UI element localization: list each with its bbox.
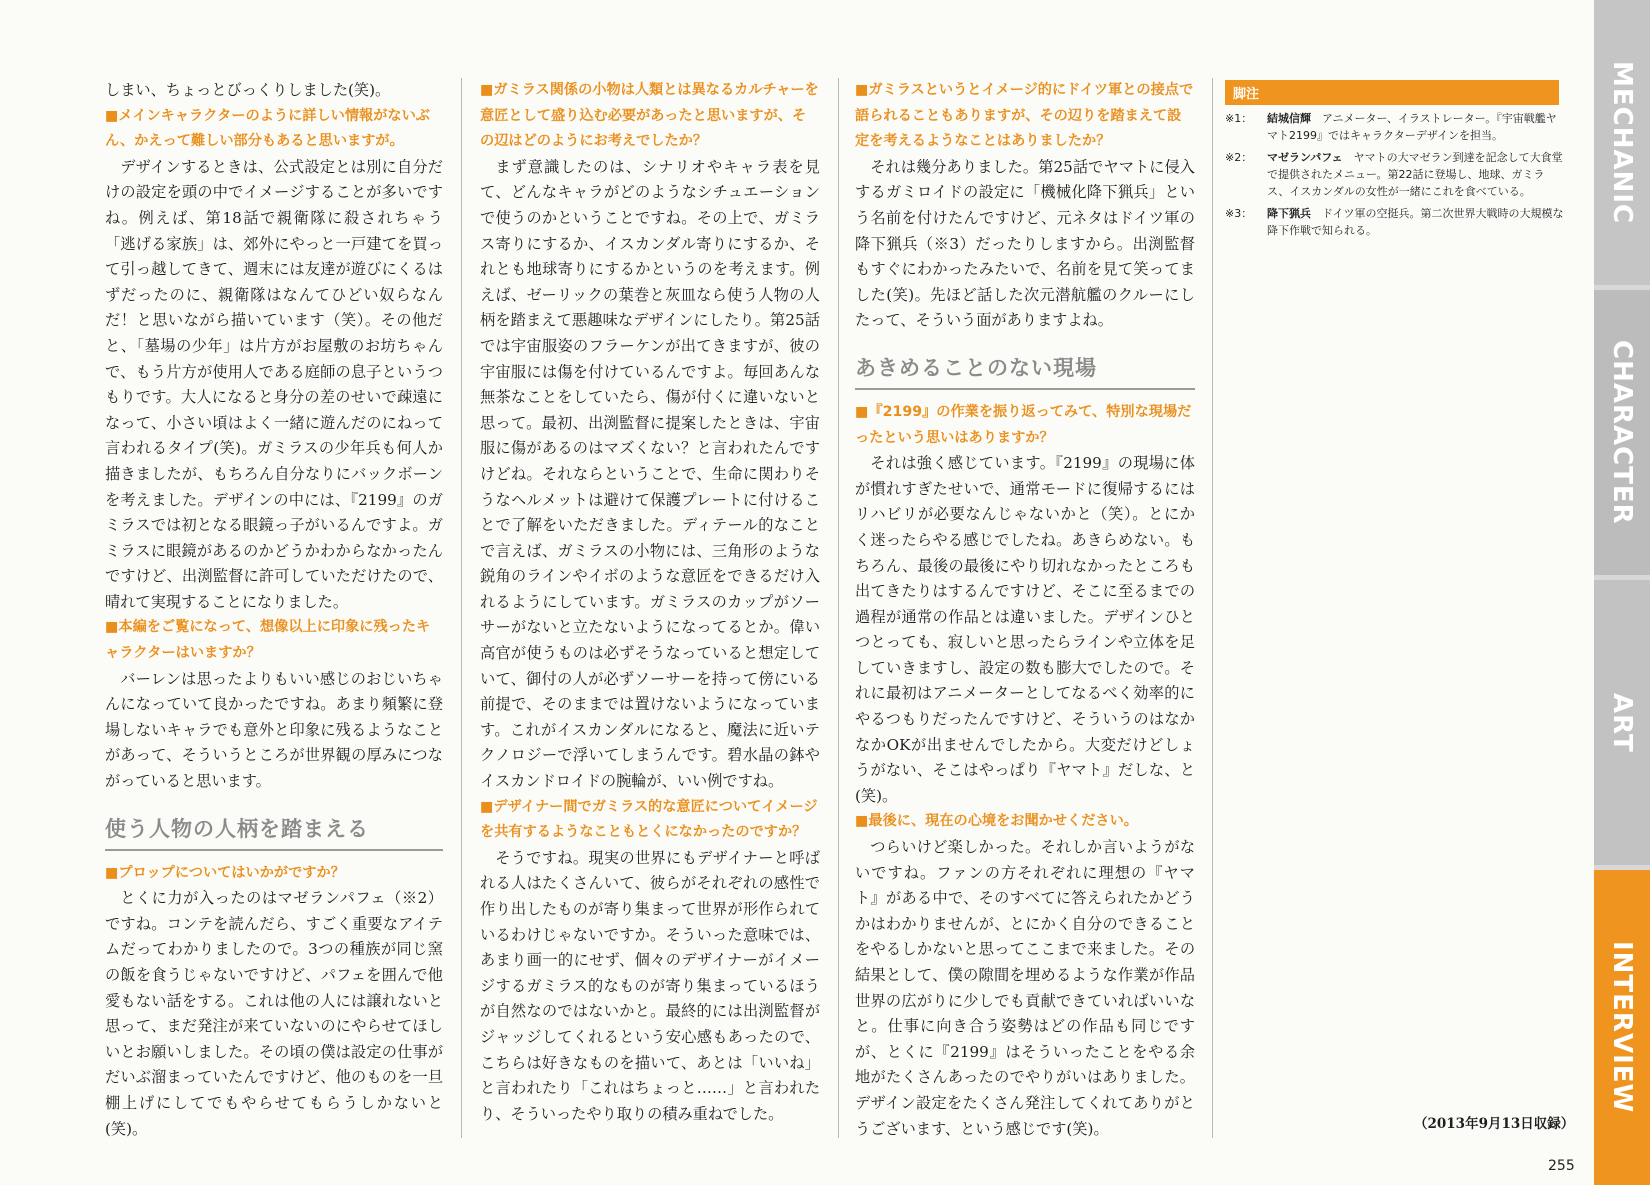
footnote-item xyxy=(1225,149,1565,200)
section-tab-label: ART xyxy=(1607,692,1637,753)
paragraph: しまい、ちょっとびっくりしました(笑)。 xyxy=(105,81,391,99)
article-column-2 xyxy=(480,78,820,1138)
paragraph: とくに力が入ったのはマゼランパフェ（※2）ですね。コンテを読んだら、すごく重要なアイテムだってわかりましたので。3つの種族が同じ窯の飯を食うじゃないですけど、パフェを囲んで他愛もない話をする。これは他の人には譲れないと思って、まだ発注が来ていないのにやらせてほしいとお願いしました。その頃の僕は設定の仕事がだいぶ溜まっていたんですけど、他のものを一旦棚上げにしてでもやらせてもらうしかないと(笑)。 xyxy=(105,889,443,1138)
article-column-3 xyxy=(855,78,1195,1138)
interview-question: ■ メインキャラクターのように詳しい情報がないぶん、かえって難しい部分もあると思いますが。 xyxy=(105,104,443,155)
paragraph: バーレンは思ったよりもいい感じのおじいちゃんになっていて良かったですね。あまり頻繁に登場しないキャラでも意外と印象に残るようなことがあって、そういうところが世界観の厚みにつながっていると思います。 xyxy=(105,669,443,791)
section-heading-text: 使う人物の人柄を踏まえる xyxy=(105,816,369,841)
section-heading xyxy=(855,352,1195,390)
section-tab-interview[interactable] xyxy=(1594,870,1650,1185)
footnote-id: ※1： xyxy=(1225,112,1253,125)
page-number: 255 xyxy=(1548,1158,1575,1174)
paragraph: まず意識したのは、シナリオやキャラ表を見て、どんなキャラがどのようなシチュエーションで使うのかということですね。その上で、ガミラス寄りにするか、イスカンダル寄りにするか、それとも地球寄りにするかというのを考えます。例えば、ゼーリックの葉巻と灰皿なら使う人物の人柄を踏まえて悪趣味なデザインにしたり。第25話では宇宙服姿のフラーケンが出てきますが、彼の宇宙服には傷を付けているんですよ。毎回あんな無茶なことをしていたら、傷が付くに違いないと思って。最初、出渕監督に提案したときは、宇宙服に傷があるのはマズくない？と言われたんですけどね。それならということで、生命に関わりそうなヘルメットは避けて保護プレートに付けることで了解をいただきました。ディテール的なことで言えば、ガミラスの小物には、三角形のような鋭角のラインやイボのような意匠をできるだけ入れるようにしています。ガミラスのカップがソーサーがないと立たないようになってるとか。偉い高官が使うものは必ずそうなっていると想定していて、御付の人が必ずソーサーを持って傍にいる前提で、そのままでは置けないようになっています。これがイスカンダルになると、魔法に近いテクノロジーで浮いてしまうんです。碧水晶の鉢やイスカンドロイドの腕輪が、いい例ですね。 xyxy=(480,157,820,791)
article-column-1 xyxy=(105,78,443,1138)
paragraph: デザインするときは、公式設定とは別に自分だけの設定を頭の中でイメージすることが多いですね。例えば、第18話で親衛隊に殺されちゃう「逃げる家族」は、郊外にやっと一戸建てを買って引っ越してきて、週末には友達が遊びにくるはずだったのに、親衛隊はなんてひどい奴らなんだ！と思いながら描いています（笑）。その他だと、「墓場の少年」は片方がお屋敷のお坊ちゃんで、もう片方が使用人である庭師の息子というつもりです。大人になると身分の差のせいで疎遠になって、小さい頃はよく一緒に遊んだのにねって言われるタイプ(笑)。ガミラスの少年兵も何人か描きましたが、もちろん自分なりにバックボーンを考えました。デザインの中には、『2199』のガミラスでは初となる眼鏡っ子がいるんですよ。ガミラスに眼鏡があるのかどうかわからなかったんですけど、出渕監督に許可していただけたので、晴れて実現することになりました。 xyxy=(105,157,443,611)
section-tab-art[interactable] xyxy=(1594,580,1650,865)
paragraph: つらいけど楽しかった。それしか言いようがないですね。ファンの方それぞれに理想の『ヤマト』がある中で、そのすべてに答えられたかどうかはわかりませんが、とにかく自分のできることをやるしかないと思ってここまで来ました。その結果として、僕の隙間を埋めるような作業が作品世界の広がりに少しでも貢献できていればいいなと。仕事に向き合う姿勢はどの作品も同じですが、とくに『2199』はそういったことをやる余地がたくさんあったのでやりがいはありました。デザイン設定をたくさん発注してくれてありがとうございます、という感じです(笑)。 xyxy=(855,838,1195,1138)
section-heading-text: あきめることのない現場 xyxy=(855,355,1097,380)
column-divider xyxy=(1212,78,1213,1138)
footnotes-box xyxy=(1225,80,1565,239)
section-heading xyxy=(105,813,443,851)
footnote-text xyxy=(1267,149,1565,200)
footnote-term: 結城信輝 xyxy=(1267,112,1311,125)
paragraph: そうですね。現実の世界にもデザイナーと呼ばれる人はたくさんいて、彼らがそれぞれの感性で作り出したものが寄り集まって世界が形作られているわけじゃないですか。そういった意味では、あまり画一的にせず、個々のデザイナーがイメージするガミラス的なものが寄り集まっているほうが自然なのではないかと。最終的には出渕監督がジャッジしてくれるという安心感もあったので、こちらは好きなものを描いて、あとは「いいね」と言われたり「これはちょっと……」と言われたり、そういったやり取りの積み重ねでした。 xyxy=(480,848,820,1123)
footnote-item xyxy=(1225,205,1565,239)
interview-date: （2013年9月13日収録） xyxy=(1414,1116,1575,1132)
footnote-body: ヤマトの大マゼラン到達を記念して大食堂で提供されたメニュー。第22話に登場し、地球、ガミラス、イスカンダルの女性が一緒にこれを食べている。 xyxy=(1267,151,1563,198)
footnote-text xyxy=(1267,205,1565,239)
interview-question: ■ 『2199』の作業を振り返ってみて、特別な現場だったという思いはありますか？ xyxy=(855,400,1195,451)
column-divider xyxy=(461,78,462,1138)
section-index-sidebar xyxy=(1594,0,1650,1185)
section-tab-label: CHARACTER xyxy=(1607,340,1637,525)
interview-question: ■ 本編をご覧になって、想像以上に印象に残ったキャラクターはいますか？ xyxy=(105,615,443,666)
interview-question: ■ プロップについてはいかがですか？ xyxy=(105,861,443,887)
interview-question: ■ ガミラスというとイメージ的にドイツ軍との接点で語られることもありますが、その辺りを踏まえて設定を考えるようなことはありましたか？ xyxy=(855,78,1195,155)
section-tab-label: MECHANIC xyxy=(1607,60,1637,225)
column-divider xyxy=(838,78,839,1138)
footnote-term: マゼランパフェ xyxy=(1267,151,1343,164)
paragraph: それは強く感じています。『2199』の現場に体が慣れすぎたせいで、通常モードに復帰するにはリハビリが必要なんじゃないかと（笑）。とにかく迷ったらやる感じでしたね。あきらめない。もちろん、最後の最後にやり切れなかったところも出てきたりはするんですけど、そこに至るまでの過程が通常の作品とは違いました。デザインひとつとっても、寂しいと思ったらラインや立体を足していきますし、設定の数も膨大でしたので。それに最初はアニメーターとしてなるべく効率的にやるつもりだったんですけど、そういうのはなかなかOKが出ませんでしたから。大変だけどしょうがない、そこはやっぱり『ヤマト』だしな、と(笑)。 xyxy=(855,454,1195,805)
section-tab-mechanic[interactable] xyxy=(1594,0,1650,285)
footnote-term: 降下猟兵 xyxy=(1267,207,1311,220)
footnote-body: アニメーター、イラストレーター。『宇宙戦艦ヤマト2199』ではキャラクターデザインを担当。 xyxy=(1267,112,1557,142)
footnote-text xyxy=(1267,110,1565,144)
section-tab-character[interactable] xyxy=(1594,290,1650,575)
footnote-id: ※3： xyxy=(1225,207,1253,220)
footnote-body: ドイツ軍の空挺兵。第二次世界大戦時の大規模な降下作戦で知られる。 xyxy=(1267,207,1564,237)
footnote-id: ※2： xyxy=(1225,151,1253,164)
paragraph: それは幾分ありました。第25話でヤマトに侵入するガミロイドの設定に「機械化降下猟兵」という名前を付けたんですけど、元ネタはドイツ軍の降下猟兵（※3）だったりしますから。出渕監督もすぐにわかったみたいで、名前を見て笑ってました(笑)。先ほど話した次元潜航艦のクルーにしたって、そういう面がありますよね。 xyxy=(855,157,1195,330)
footnotes-title: 脚注 xyxy=(1225,80,1559,105)
interview-question: ■ ガミラス関係の小物は人類とは異なるカルチャーを意匠として盛り込む必要があったと思いますが、その辺はどのようにお考えでしたか？ xyxy=(480,78,820,155)
interview-question: ■ デザイナー間でガミラス的な意匠についてイメージを共有するようなこともとくになかったのですか？ xyxy=(480,795,820,846)
section-tab-label: INTERVIEW xyxy=(1607,941,1637,1114)
footnote-item xyxy=(1225,110,1565,144)
interview-question: ■ 最後に、現在の心境をお聞かせください。 xyxy=(855,809,1195,835)
